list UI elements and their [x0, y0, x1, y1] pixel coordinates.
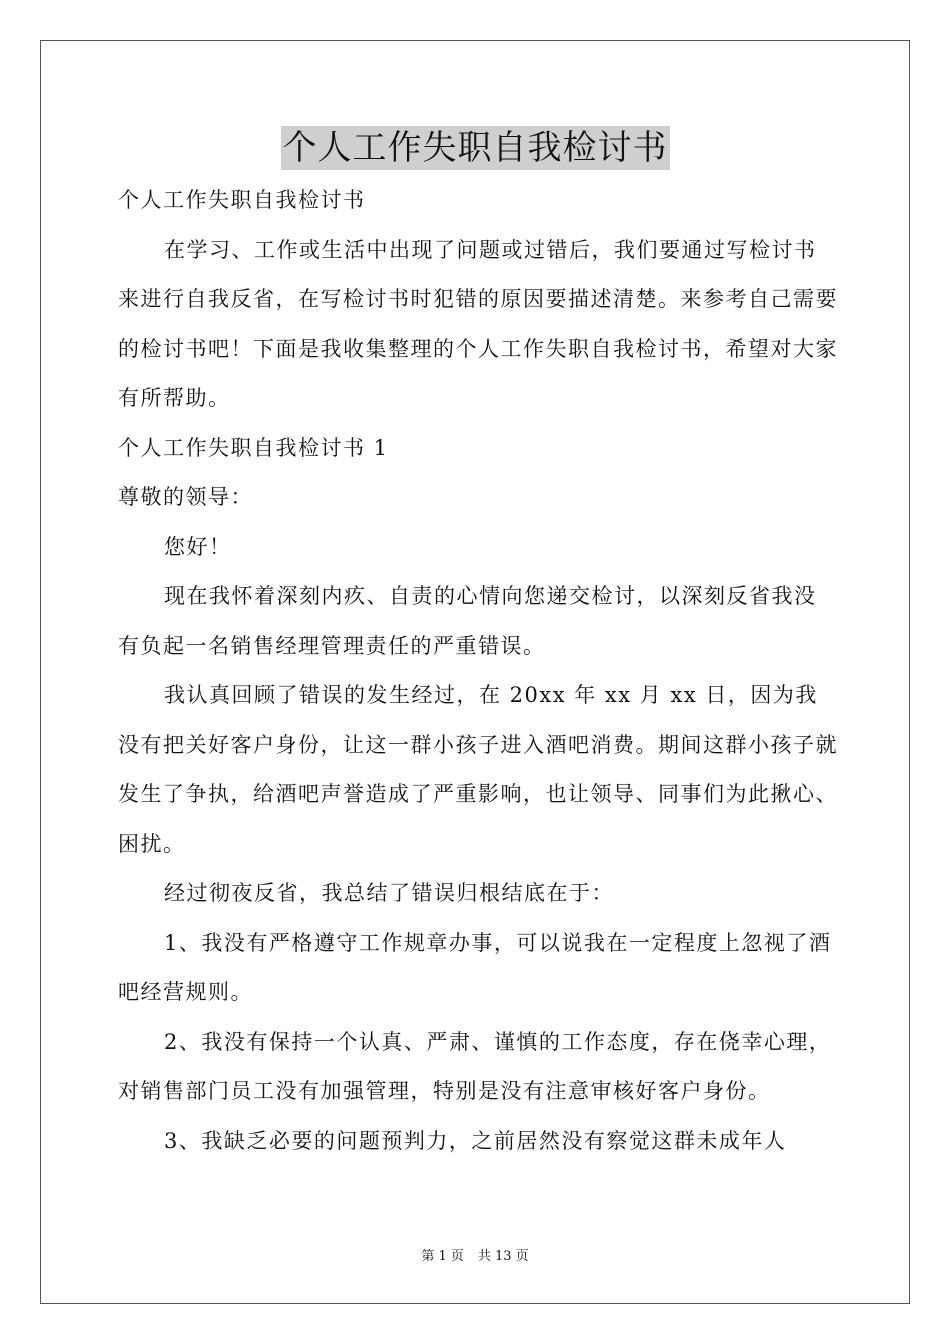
list-item: 1、我没有严格遵守工作规章办事，可以说我在一定程度上忽视了酒吧经营规则。: [118, 930, 832, 1004]
body-paragraph: 我认真回顾了错误的发生经过，在 20xx 年 xx 月 xx 日，因为我没有把关好客户身份，让这一群小孩子进入酒吧消费。期间这群小孩子就发生了争执，给酒吧声誉造成了严重影响，也让领导、同事们为此揪心、困扰。: [118, 683, 838, 856]
body-paragraph: 经过彻夜反省，我总结了错误归根结底在于：: [164, 881, 614, 905]
salutation: 尊敬的领导：: [118, 485, 253, 509]
list-item: 3、我缺乏必要的问题预判力，之前居然没有察觉这群未成年人: [164, 1128, 787, 1153]
intro-paragraph: 在学习、工作或生活中出现了问题或过错后，我们要通过写检讨书来进行自我反省，在写检讨书时犯错的原因要描述清楚。来参考自己需要的检讨书吧！下面是我收集整理的个人工作失职自我检讨书，希望对大家有所帮助。: [118, 237, 838, 410]
page-total: 共 13 页: [477, 1249, 529, 1264]
section-heading: 个人工作失职自我检讨书 1: [118, 435, 389, 460]
subtitle-line: 个人工作失职自我检讨书: [118, 188, 366, 212]
list-item: 2、我没有保持一个认真、严肃、谨慎的工作态度，存在侥幸心理，对销售部门员工没有加强管理，特别是没有注意审核好客户身份。: [118, 1029, 832, 1103]
greeting: 您好！: [164, 534, 232, 559]
page-footer: [0, 1248, 950, 1266]
page-number: 第 1 页: [421, 1249, 464, 1264]
document-title: 个人工作失职自我检讨书: [282, 128, 668, 168]
body-paragraph: 现在我怀着深刻内疚、自责的心情向您递交检讨，以深刻反省我没有负起一名销售经理管理责任的严重错误。: [118, 584, 817, 658]
title-block: [0, 126, 950, 170]
document-body: [118, 176, 838, 1166]
